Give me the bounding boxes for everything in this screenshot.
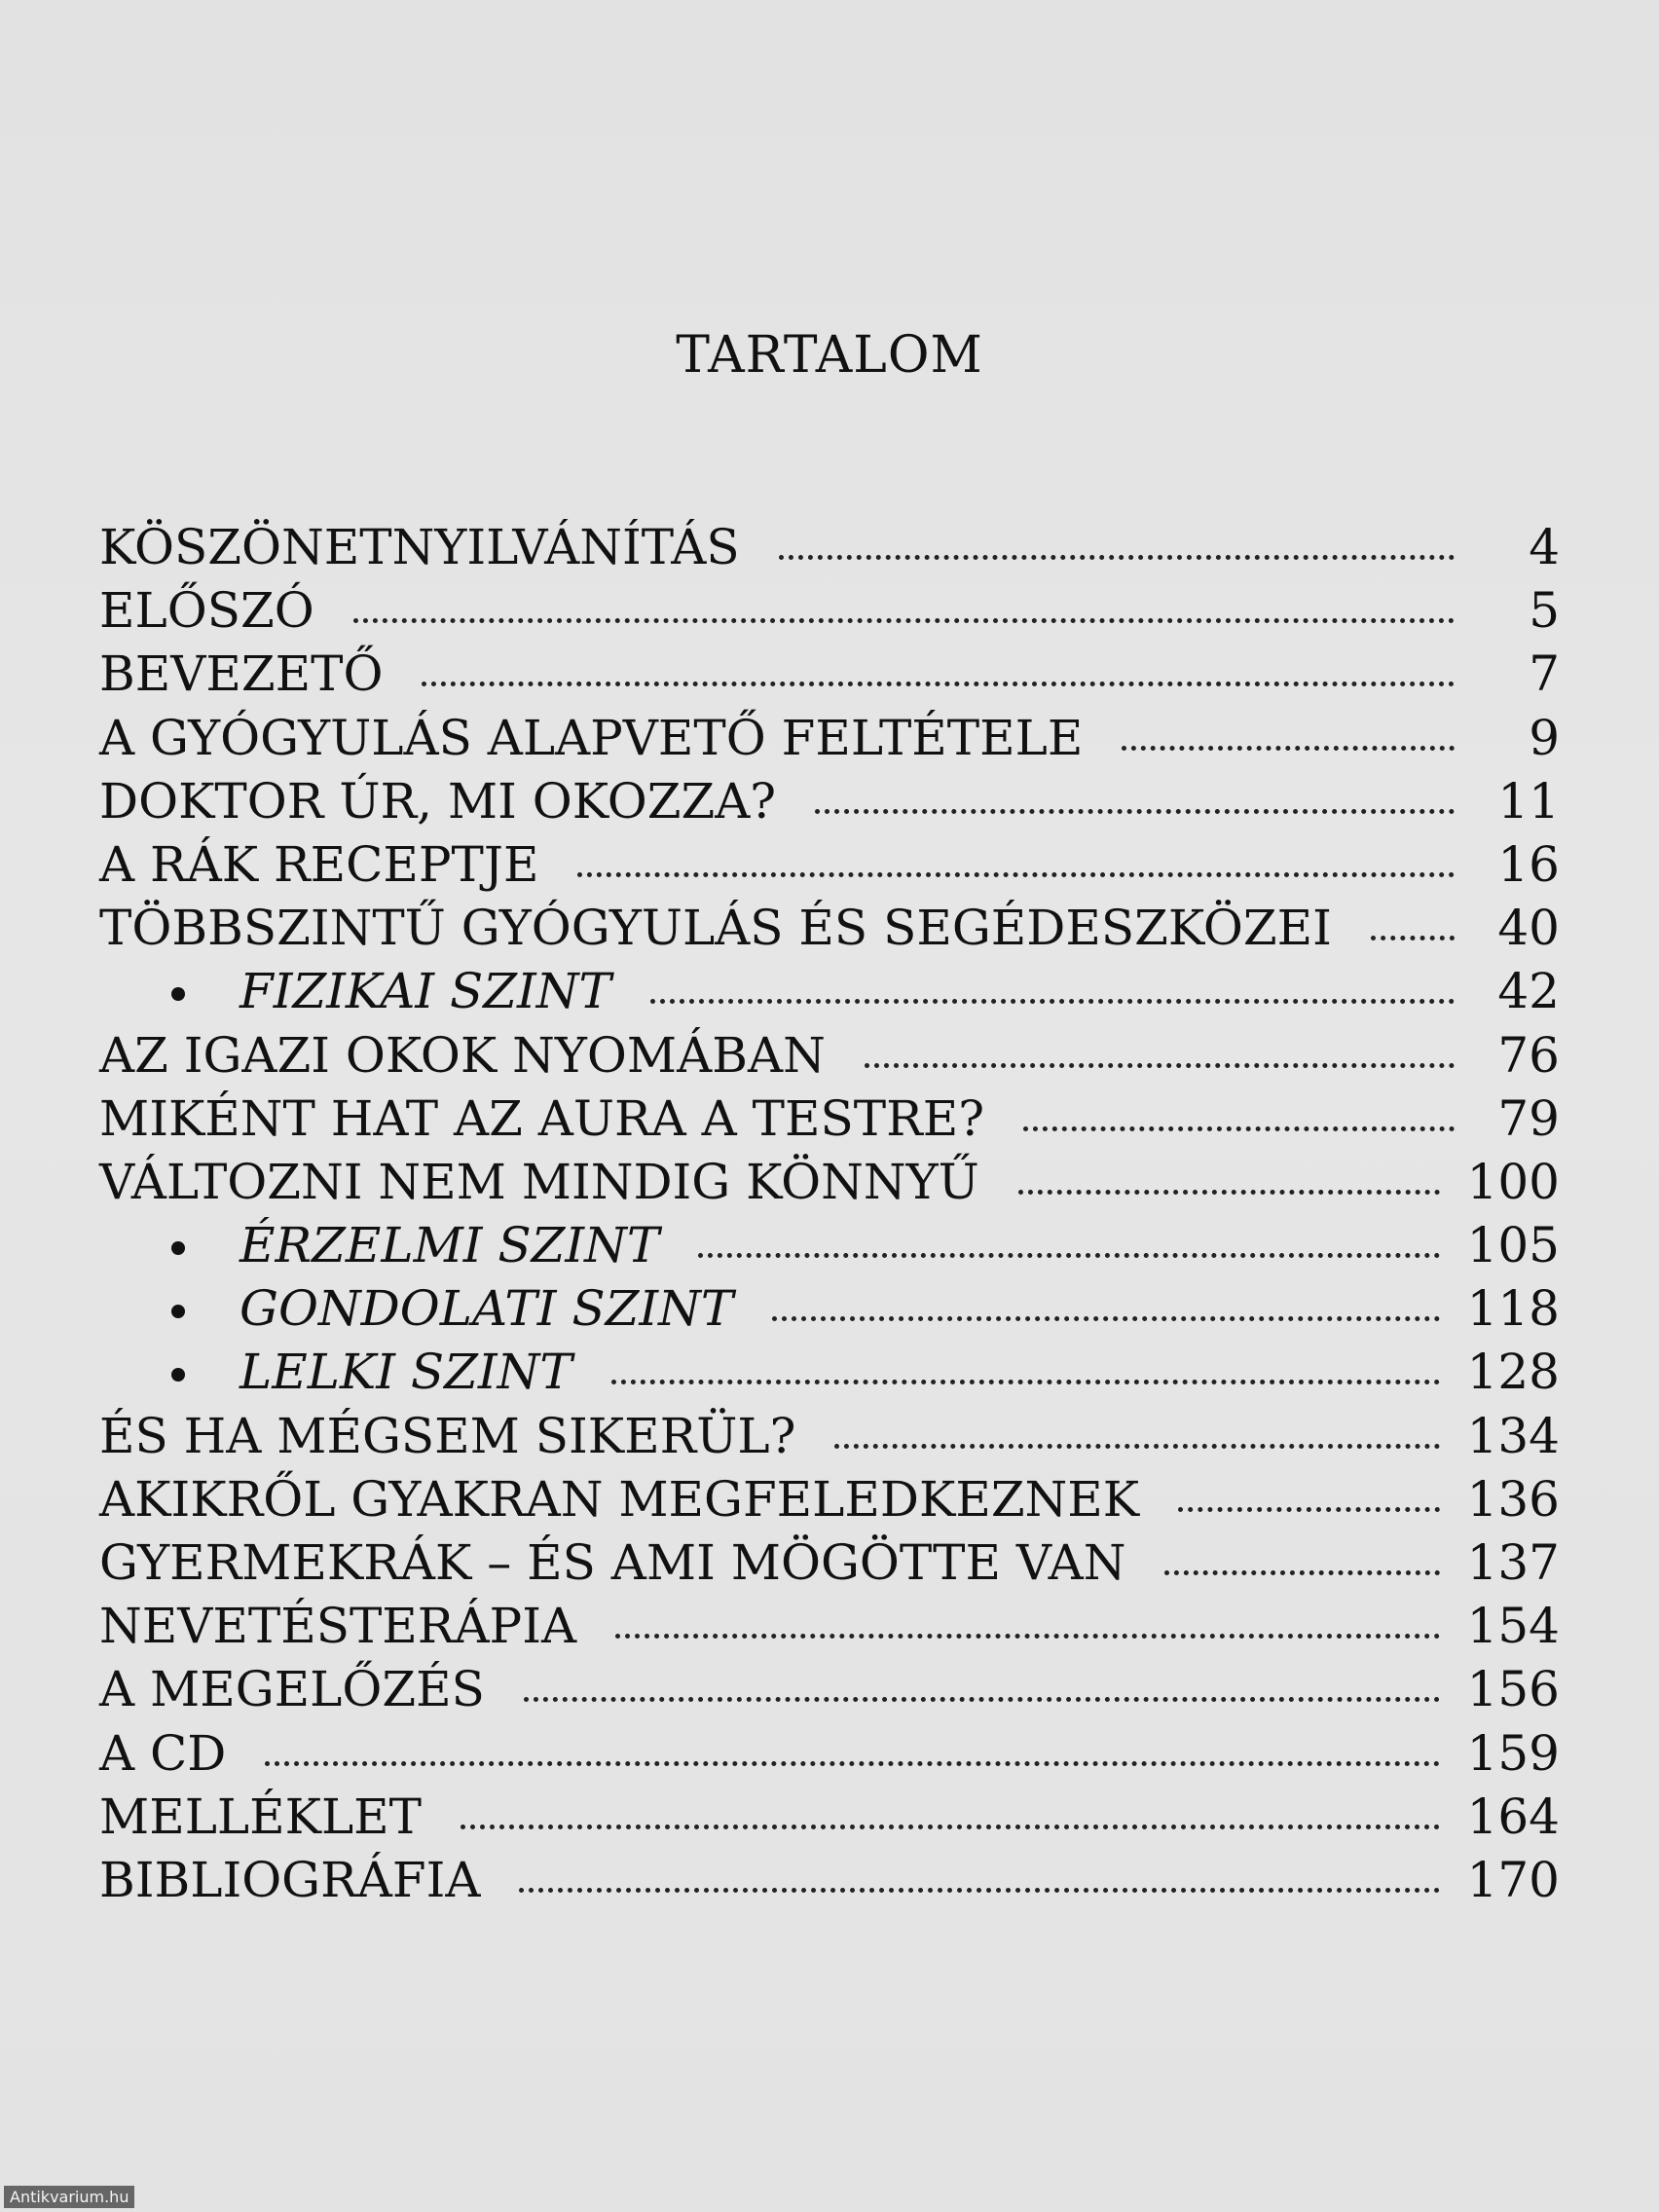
toc-page-number: 128 xyxy=(1466,1344,1560,1401)
toc-entry xyxy=(99,707,1560,770)
toc-entry-text: DOKTOR ÚR, MI OKOZZA? xyxy=(99,772,777,830)
table-of-contents xyxy=(99,516,1560,1912)
toc-page-number: 105 xyxy=(1466,1217,1560,1274)
toc-page-number: 118 xyxy=(1466,1280,1560,1338)
toc-subentry xyxy=(99,1214,1560,1277)
toc-entry-text: BEVEZETŐ xyxy=(99,645,384,703)
toc-entry-label xyxy=(99,1531,1125,1595)
toc-entry-text: A CD xyxy=(99,1724,227,1782)
toc-entry xyxy=(99,1531,1560,1595)
toc-subentry xyxy=(99,1277,1560,1341)
dot-leader xyxy=(698,1253,1439,1258)
toc-entry xyxy=(99,897,1560,960)
toc-page-number: 40 xyxy=(1497,900,1560,957)
bullet-icon xyxy=(171,1241,185,1255)
dot-leader xyxy=(815,809,1455,814)
toc-entry-label xyxy=(99,1468,1139,1531)
dot-leader xyxy=(1122,746,1455,751)
toc-entry-label xyxy=(99,1722,226,1786)
dot-leader xyxy=(611,1380,1440,1384)
toc-entry-label xyxy=(99,1595,576,1658)
dot-leader xyxy=(1018,1190,1440,1195)
toc-page-number: 156 xyxy=(1466,1661,1560,1718)
toc-entry xyxy=(99,1658,1560,1721)
dot-leader xyxy=(1371,936,1455,940)
toc-entry-label xyxy=(99,833,538,897)
toc-entry-text: AKIKRŐL GYAKRAN MEGFELEDKEZNEK xyxy=(99,1470,1140,1528)
dot-leader xyxy=(650,999,1455,1004)
toc-entry-text: ELŐSZÓ xyxy=(99,582,314,640)
toc-entry-label xyxy=(99,1214,659,1277)
dot-leader xyxy=(1164,1570,1439,1575)
toc-page-number: 7 xyxy=(1529,645,1560,703)
toc-entry-text: BIBLIOGRÁFIA xyxy=(99,1851,481,1908)
toc-page-number: 76 xyxy=(1497,1026,1560,1084)
toc-entry-text: A MEGELŐZÉS xyxy=(99,1661,485,1718)
dot-leader xyxy=(519,1888,1439,1893)
toc-entry-label xyxy=(99,1786,422,1849)
toc-entry-label xyxy=(99,1658,485,1721)
toc-entry-label xyxy=(99,516,740,579)
toc-entry-label xyxy=(99,1405,795,1468)
toc-page-number: 134 xyxy=(1466,1407,1560,1464)
toc-page-number: 4 xyxy=(1529,519,1560,575)
toc-entry-label xyxy=(99,1024,826,1088)
toc-entry xyxy=(99,1595,1560,1658)
toc-entry-text: AZ IGAZI OKOK NYOMÁBAN xyxy=(99,1026,826,1084)
toc-entry-label xyxy=(99,960,611,1023)
toc-entry-text: ÉRZELMI SZINT xyxy=(240,1217,660,1274)
dot-leader xyxy=(577,872,1455,877)
dot-leader xyxy=(265,1761,1439,1766)
toc-entry-text: ÉS HA MÉGSEM SIKERÜL? xyxy=(99,1407,796,1464)
toc-subentry xyxy=(99,1341,1560,1404)
toc-entry-text: TÖBBSZINTŰ GYÓGYULÁS ÉS SEGÉDESZKÖZEI xyxy=(99,900,1332,957)
toc-entry-text: MELLÉKLET xyxy=(99,1788,423,1845)
toc-entry xyxy=(99,1722,1560,1786)
toc-entry-label xyxy=(99,1277,733,1341)
toc-page-number: 79 xyxy=(1497,1089,1560,1147)
toc-entry xyxy=(99,833,1560,897)
toc-entry xyxy=(99,516,1560,579)
watermark: Antikvarium.hu xyxy=(4,2186,134,2208)
toc-entry xyxy=(99,1088,1560,1151)
dot-leader xyxy=(524,1697,1440,1702)
toc-page-number: 100 xyxy=(1466,1153,1560,1210)
toc-entry-text: FIZIKAI SZINT xyxy=(240,963,611,1020)
dot-leader xyxy=(1023,1126,1455,1131)
toc-entry xyxy=(99,643,1560,706)
toc-page-number: 11 xyxy=(1497,772,1560,830)
toc-entry xyxy=(99,770,1560,833)
page-title: TARTALOM xyxy=(676,326,983,385)
toc-subentry xyxy=(99,960,1560,1023)
toc-entry xyxy=(99,1405,1560,1468)
toc-page-number: 137 xyxy=(1466,1534,1560,1591)
dot-leader xyxy=(353,618,1455,623)
dot-leader xyxy=(461,1825,1440,1829)
toc-page-number: 159 xyxy=(1466,1724,1560,1782)
toc-entry-label xyxy=(99,770,776,833)
dot-leader xyxy=(779,555,1455,560)
toc-entry-text: KÖSZÖNETNYILVÁNÍTÁS xyxy=(99,519,740,575)
toc-entry-label xyxy=(99,707,1083,770)
toc-page-number: 136 xyxy=(1466,1470,1560,1528)
toc-entry xyxy=(99,1468,1560,1531)
toc-entry-label xyxy=(99,897,1332,960)
toc-entry xyxy=(99,1849,1560,1912)
toc-page-number: 154 xyxy=(1466,1598,1560,1655)
toc-entry-label xyxy=(99,1088,984,1151)
dot-leader xyxy=(865,1063,1455,1068)
toc-entry-text: MIKÉNT HAT AZ AURA A TESTRE? xyxy=(99,1089,985,1147)
toc-entry xyxy=(99,1786,1560,1849)
dot-leader xyxy=(422,682,1455,686)
toc-entry-text: GYERMEKRÁK – ÉS AMI MÖGÖTTE VAN xyxy=(99,1534,1126,1591)
toc-entry-text: NEVETÉSTERÁPIA xyxy=(99,1598,577,1655)
toc-entry-label xyxy=(99,1341,572,1404)
toc-entry-text: A RÁK RECEPTJE xyxy=(99,835,539,893)
toc-entry-text: LELKI SZINT xyxy=(240,1344,572,1401)
toc-entry-label xyxy=(99,643,383,706)
dot-leader xyxy=(615,1634,1439,1639)
toc-entry-text: GONDOLATI SZINT xyxy=(240,1280,734,1338)
toc-entry-label xyxy=(99,1849,480,1912)
toc-page-number: 9 xyxy=(1529,709,1560,766)
dot-leader xyxy=(834,1444,1439,1449)
toc-page-number: 5 xyxy=(1529,582,1560,640)
dot-leader xyxy=(1178,1507,1439,1512)
toc-entry-label xyxy=(99,1151,979,1214)
toc-page-number: 164 xyxy=(1466,1788,1560,1845)
toc-entry xyxy=(99,1151,1560,1214)
toc-entry-label xyxy=(99,579,314,643)
dot-leader xyxy=(772,1316,1439,1321)
toc-entry xyxy=(99,1024,1560,1088)
toc-page-number: 42 xyxy=(1497,963,1560,1020)
toc-entry-text: VÁLTOZNI NEM MINDIG KÖNNYŰ xyxy=(99,1153,979,1210)
toc-page-number: 170 xyxy=(1466,1851,1560,1908)
toc-page-number: 16 xyxy=(1497,835,1560,893)
toc-entry-text: A GYÓGYULÁS ALAPVETŐ FELTÉTELE xyxy=(99,709,1084,766)
toc-entry xyxy=(99,579,1560,643)
